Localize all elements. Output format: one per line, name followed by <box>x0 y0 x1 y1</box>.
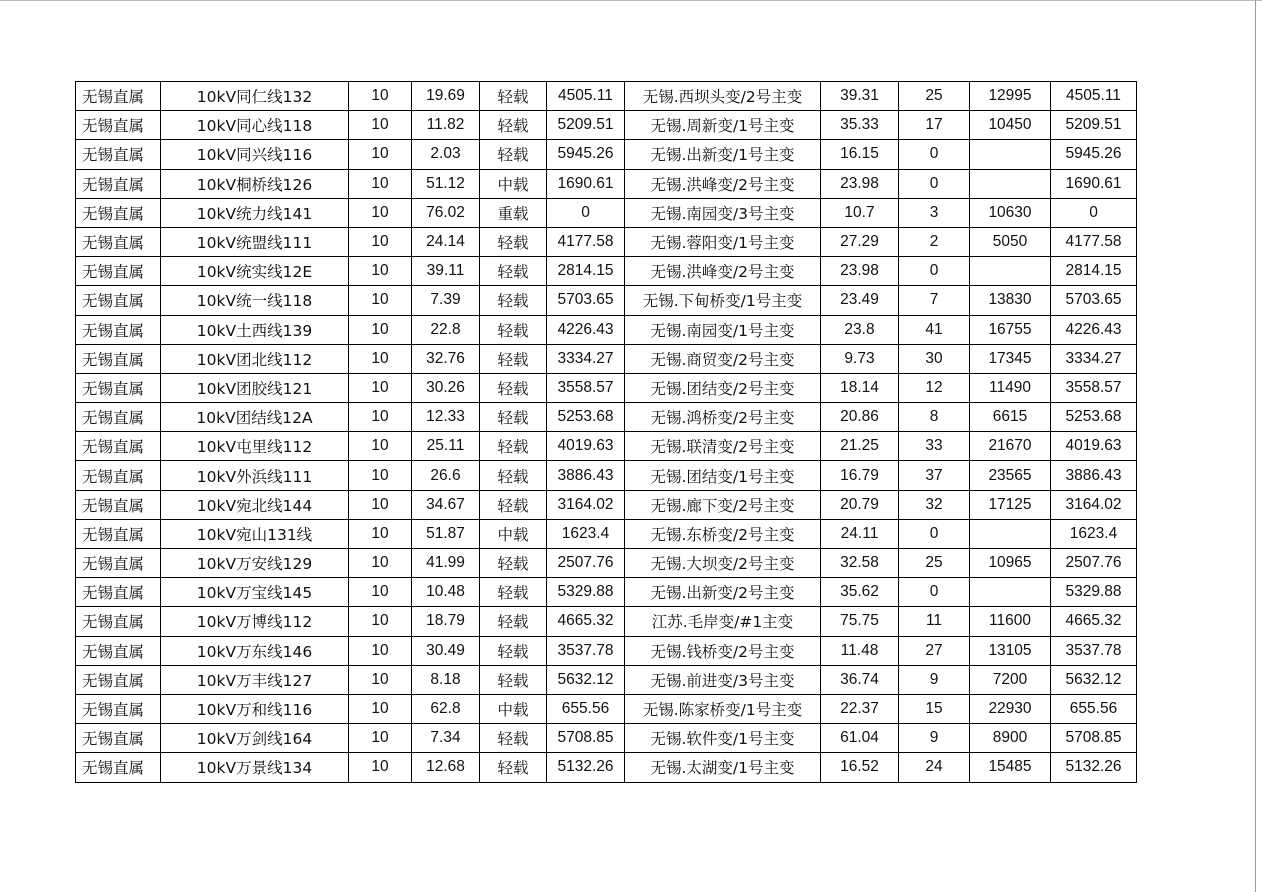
voltage-cell: 10 <box>349 549 412 578</box>
capacity-cell: 13105 <box>970 636 1051 665</box>
transformer-load-rate-cell: 18.14 <box>821 373 899 402</box>
company-cell: 无锡直属 <box>76 373 161 402</box>
spare-capacity-cell: 5329.88 <box>547 578 625 607</box>
capacity-cell <box>970 169 1051 198</box>
capacity-cell: 11600 <box>970 607 1051 636</box>
feeder-name-cell: 10kV土西线139 <box>161 315 349 344</box>
feeder-name-cell: 10kV万丰线127 <box>161 665 349 694</box>
spare-capacity-cell: 3334.27 <box>547 344 625 373</box>
transformer-load-rate-cell: 35.62 <box>821 578 899 607</box>
available-capacity-cell: 4226.43 <box>1051 315 1137 344</box>
count-cell: 9 <box>899 724 970 753</box>
company-cell: 无锡直属 <box>76 315 161 344</box>
transformer-cell: 无锡.南园变/3号主变 <box>625 198 821 227</box>
voltage-cell: 10 <box>349 403 412 432</box>
transformer-cell: 无锡.太湖变/1号主变 <box>625 753 821 782</box>
transformer-cell: 江苏.毛岸变/#1主变 <box>625 607 821 636</box>
transformer-cell: 无锡.联清变/2号主变 <box>625 432 821 461</box>
table-row <box>76 665 1137 694</box>
count-cell: 24 <box>899 753 970 782</box>
count-cell: 3 <box>899 198 970 227</box>
voltage-cell: 10 <box>349 694 412 723</box>
feeder-name-cell: 10kV统实线12E <box>161 257 349 286</box>
transformer-load-rate-cell: 16.52 <box>821 753 899 782</box>
capacity-cell: 5050 <box>970 227 1051 256</box>
available-capacity-cell: 655.56 <box>1051 694 1137 723</box>
load-rate-cell: 2.03 <box>412 140 480 169</box>
available-capacity-cell: 3334.27 <box>1051 344 1137 373</box>
load-rate-cell: 76.02 <box>412 198 480 227</box>
company-cell: 无锡直属 <box>76 519 161 548</box>
load-status-cell: 轻载 <box>480 257 547 286</box>
company-cell: 无锡直属 <box>76 636 161 665</box>
feeder-name-cell: 10kV桐桥线126 <box>161 169 349 198</box>
capacity-cell: 22930 <box>970 694 1051 723</box>
feeder-name-cell: 10kV同兴线116 <box>161 140 349 169</box>
table-row <box>76 636 1137 665</box>
feeder-name-cell: 10kV宛山131线 <box>161 519 349 548</box>
load-rate-cell: 7.39 <box>412 286 480 315</box>
count-cell: 32 <box>899 490 970 519</box>
spare-capacity-cell: 4019.63 <box>547 432 625 461</box>
voltage-cell: 10 <box>349 227 412 256</box>
capacity-cell: 23565 <box>970 461 1051 490</box>
company-cell: 无锡直属 <box>76 694 161 723</box>
spare-capacity-cell: 5945.26 <box>547 140 625 169</box>
table-row <box>76 257 1137 286</box>
count-cell: 25 <box>899 549 970 578</box>
spare-capacity-cell: 3886.43 <box>547 461 625 490</box>
table-row <box>76 227 1137 256</box>
load-status-cell: 轻载 <box>480 344 547 373</box>
load-rate-cell: 26.6 <box>412 461 480 490</box>
voltage-cell: 10 <box>349 636 412 665</box>
voltage-cell: 10 <box>349 257 412 286</box>
table-row <box>76 373 1137 402</box>
count-cell: 7 <box>899 286 970 315</box>
capacity-cell: 10965 <box>970 549 1051 578</box>
voltage-cell: 10 <box>349 665 412 694</box>
table-row <box>76 403 1137 432</box>
count-cell: 8 <box>899 403 970 432</box>
company-cell: 无锡直属 <box>76 82 161 111</box>
table-row <box>76 549 1137 578</box>
table-row <box>76 461 1137 490</box>
transformer-cell: 无锡.洪峰变/2号主变 <box>625 257 821 286</box>
load-status-cell: 轻载 <box>480 315 547 344</box>
feeder-name-cell: 10kV万安线129 <box>161 549 349 578</box>
company-cell: 无锡直属 <box>76 432 161 461</box>
table-row <box>76 140 1137 169</box>
count-cell: 0 <box>899 169 970 198</box>
voltage-cell: 10 <box>349 753 412 782</box>
available-capacity-cell: 2507.76 <box>1051 549 1137 578</box>
table-row <box>76 694 1137 723</box>
transformer-cell: 无锡.南园变/1号主变 <box>625 315 821 344</box>
load-status-cell: 轻载 <box>480 111 547 140</box>
capacity-cell: 17345 <box>970 344 1051 373</box>
transformer-load-rate-cell: 21.25 <box>821 432 899 461</box>
count-cell: 0 <box>899 140 970 169</box>
spare-capacity-cell: 2507.76 <box>547 549 625 578</box>
transformer-cell: 无锡.廊下变/2号主变 <box>625 490 821 519</box>
load-rate-cell: 10.48 <box>412 578 480 607</box>
available-capacity-cell: 5253.68 <box>1051 403 1137 432</box>
load-status-cell: 轻载 <box>480 724 547 753</box>
table-row <box>76 198 1137 227</box>
load-status-cell: 重载 <box>480 198 547 227</box>
table-row <box>76 578 1137 607</box>
capacity-cell <box>970 140 1051 169</box>
available-capacity-cell: 3164.02 <box>1051 490 1137 519</box>
voltage-cell: 10 <box>349 286 412 315</box>
load-status-cell: 轻载 <box>480 286 547 315</box>
table-row <box>76 82 1137 111</box>
spare-capacity-cell: 3537.78 <box>547 636 625 665</box>
transformer-load-rate-cell: 39.31 <box>821 82 899 111</box>
capacity-cell: 16755 <box>970 315 1051 344</box>
count-cell: 9 <box>899 665 970 694</box>
transformer-load-rate-cell: 32.58 <box>821 549 899 578</box>
capacity-cell: 17125 <box>970 490 1051 519</box>
spare-capacity-cell: 4505.11 <box>547 82 625 111</box>
transformer-load-rate-cell: 23.49 <box>821 286 899 315</box>
capacity-cell: 7200 <box>970 665 1051 694</box>
spare-capacity-cell: 3558.57 <box>547 373 625 402</box>
transformer-load-rate-cell: 10.7 <box>821 198 899 227</box>
transformer-cell: 无锡.出新变/2号主变 <box>625 578 821 607</box>
transformer-cell: 无锡.团结变/1号主变 <box>625 461 821 490</box>
load-rate-cell: 32.76 <box>412 344 480 373</box>
load-status-cell: 轻载 <box>480 578 547 607</box>
load-rate-cell: 7.34 <box>412 724 480 753</box>
available-capacity-cell: 1623.4 <box>1051 519 1137 548</box>
spare-capacity-cell: 4665.32 <box>547 607 625 636</box>
feeder-load-table <box>75 81 1137 783</box>
company-cell: 无锡直属 <box>76 607 161 636</box>
transformer-load-rate-cell: 24.11 <box>821 519 899 548</box>
load-status-cell: 中载 <box>480 169 547 198</box>
company-cell: 无锡直属 <box>76 257 161 286</box>
page-right-margin-line <box>1255 0 1256 892</box>
spare-capacity-cell: 1623.4 <box>547 519 625 548</box>
spare-capacity-cell: 655.56 <box>547 694 625 723</box>
voltage-cell: 10 <box>349 578 412 607</box>
table-row <box>76 344 1137 373</box>
load-rate-cell: 25.11 <box>412 432 480 461</box>
load-rate-cell: 24.14 <box>412 227 480 256</box>
load-rate-cell: 12.33 <box>412 403 480 432</box>
table-row <box>76 169 1137 198</box>
voltage-cell: 10 <box>349 140 412 169</box>
feeder-name-cell: 10kV屯里线112 <box>161 432 349 461</box>
load-status-cell: 中载 <box>480 519 547 548</box>
feeder-name-cell: 10kV万宝线145 <box>161 578 349 607</box>
transformer-cell: 无锡.洪峰变/2号主变 <box>625 169 821 198</box>
load-status-cell: 轻载 <box>480 490 547 519</box>
transformer-cell: 无锡.周新变/1号主变 <box>625 111 821 140</box>
transformer-cell: 无锡.蓉阳变/1号主变 <box>625 227 821 256</box>
table-row <box>76 286 1137 315</box>
spare-capacity-cell: 5209.51 <box>547 111 625 140</box>
table-body <box>76 82 1137 783</box>
voltage-cell: 10 <box>349 607 412 636</box>
spare-capacity-cell: 5632.12 <box>547 665 625 694</box>
feeder-name-cell: 10kV外浜线111 <box>161 461 349 490</box>
transformer-cell: 无锡.东桥变/2号主变 <box>625 519 821 548</box>
count-cell: 15 <box>899 694 970 723</box>
capacity-cell: 12995 <box>970 82 1051 111</box>
load-status-cell: 轻载 <box>480 461 547 490</box>
load-rate-cell: 30.49 <box>412 636 480 665</box>
spare-capacity-cell: 4177.58 <box>547 227 625 256</box>
count-cell: 37 <box>899 461 970 490</box>
count-cell: 12 <box>899 373 970 402</box>
transformer-load-rate-cell: 22.37 <box>821 694 899 723</box>
load-rate-cell: 12.68 <box>412 753 480 782</box>
voltage-cell: 10 <box>349 111 412 140</box>
count-cell: 0 <box>899 578 970 607</box>
transformer-load-rate-cell: 16.15 <box>821 140 899 169</box>
voltage-cell: 10 <box>349 519 412 548</box>
count-cell: 27 <box>899 636 970 665</box>
transformer-load-rate-cell: 20.79 <box>821 490 899 519</box>
available-capacity-cell: 3558.57 <box>1051 373 1137 402</box>
transformer-load-rate-cell: 9.73 <box>821 344 899 373</box>
table-row <box>76 490 1137 519</box>
load-status-cell: 轻载 <box>480 227 547 256</box>
load-rate-cell: 11.82 <box>412 111 480 140</box>
available-capacity-cell: 5945.26 <box>1051 140 1137 169</box>
feeder-name-cell: 10kV同心线118 <box>161 111 349 140</box>
capacity-cell <box>970 257 1051 286</box>
spare-capacity-cell: 4226.43 <box>547 315 625 344</box>
count-cell: 33 <box>899 432 970 461</box>
voltage-cell: 10 <box>349 490 412 519</box>
capacity-cell: 10630 <box>970 198 1051 227</box>
feeder-name-cell: 10kV万剑线164 <box>161 724 349 753</box>
available-capacity-cell: 4505.11 <box>1051 82 1137 111</box>
transformer-cell: 无锡.鸿桥变/2号主变 <box>625 403 821 432</box>
capacity-cell: 15485 <box>970 753 1051 782</box>
load-rate-cell: 34.67 <box>412 490 480 519</box>
voltage-cell: 10 <box>349 169 412 198</box>
page-top-edge <box>0 0 1262 1</box>
voltage-cell: 10 <box>349 82 412 111</box>
count-cell: 0 <box>899 257 970 286</box>
capacity-cell <box>970 578 1051 607</box>
available-capacity-cell: 3886.43 <box>1051 461 1137 490</box>
transformer-cell: 无锡.西坝头变/2号主变 <box>625 82 821 111</box>
transformer-cell: 无锡.陈家桥变/1号主变 <box>625 694 821 723</box>
transformer-cell: 无锡.前进变/3号主变 <box>625 665 821 694</box>
company-cell: 无锡直属 <box>76 111 161 140</box>
feeder-name-cell: 10kV万景线134 <box>161 753 349 782</box>
load-status-cell: 轻载 <box>480 373 547 402</box>
load-status-cell: 轻载 <box>480 403 547 432</box>
load-rate-cell: 41.99 <box>412 549 480 578</box>
company-cell: 无锡直属 <box>76 490 161 519</box>
spare-capacity-cell: 1690.61 <box>547 169 625 198</box>
load-rate-cell: 62.8 <box>412 694 480 723</box>
capacity-cell <box>970 519 1051 548</box>
transformer-cell: 无锡.下甸桥变/1号主变 <box>625 286 821 315</box>
load-rate-cell: 8.18 <box>412 665 480 694</box>
company-cell: 无锡直属 <box>76 403 161 432</box>
company-cell: 无锡直属 <box>76 549 161 578</box>
transformer-load-rate-cell: 23.8 <box>821 315 899 344</box>
load-status-cell: 轻载 <box>480 665 547 694</box>
load-status-cell: 轻载 <box>480 607 547 636</box>
load-status-cell: 轻载 <box>480 140 547 169</box>
count-cell: 11 <box>899 607 970 636</box>
load-rate-cell: 18.79 <box>412 607 480 636</box>
load-status-cell: 中载 <box>480 694 547 723</box>
spare-capacity-cell: 5132.26 <box>547 753 625 782</box>
spare-capacity-cell: 5253.68 <box>547 403 625 432</box>
spare-capacity-cell: 5703.65 <box>547 286 625 315</box>
spare-capacity-cell: 2814.15 <box>547 257 625 286</box>
available-capacity-cell: 2814.15 <box>1051 257 1137 286</box>
capacity-cell: 10450 <box>970 111 1051 140</box>
transformer-load-rate-cell: 36.74 <box>821 665 899 694</box>
transformer-load-rate-cell: 61.04 <box>821 724 899 753</box>
feeder-name-cell: 10kV宛北线144 <box>161 490 349 519</box>
available-capacity-cell: 0 <box>1051 198 1137 227</box>
count-cell: 0 <box>899 519 970 548</box>
feeder-name-cell: 10kV统一线118 <box>161 286 349 315</box>
table-row <box>76 724 1137 753</box>
count-cell: 30 <box>899 344 970 373</box>
load-rate-cell: 51.12 <box>412 169 480 198</box>
table-row <box>76 607 1137 636</box>
feeder-name-cell: 10kV团结线12A <box>161 403 349 432</box>
available-capacity-cell: 5329.88 <box>1051 578 1137 607</box>
feeder-name-cell: 10kV同仁线132 <box>161 82 349 111</box>
load-rate-cell: 19.69 <box>412 82 480 111</box>
transformer-cell: 无锡.钱桥变/2号主变 <box>625 636 821 665</box>
load-rate-cell: 22.8 <box>412 315 480 344</box>
company-cell: 无锡直属 <box>76 578 161 607</box>
transformer-cell: 无锡.团结变/2号主变 <box>625 373 821 402</box>
transformer-cell: 无锡.大坝变/2号主变 <box>625 549 821 578</box>
available-capacity-cell: 4019.63 <box>1051 432 1137 461</box>
transformer-cell: 无锡.商贸变/2号主变 <box>625 344 821 373</box>
available-capacity-cell: 5132.26 <box>1051 753 1137 782</box>
table-row <box>76 432 1137 461</box>
load-status-cell: 轻载 <box>480 636 547 665</box>
available-capacity-cell: 4665.32 <box>1051 607 1137 636</box>
voltage-cell: 10 <box>349 461 412 490</box>
available-capacity-cell: 1690.61 <box>1051 169 1137 198</box>
company-cell: 无锡直属 <box>76 198 161 227</box>
available-capacity-cell: 3537.78 <box>1051 636 1137 665</box>
feeder-name-cell: 10kV万博线112 <box>161 607 349 636</box>
voltage-cell: 10 <box>349 432 412 461</box>
transformer-load-rate-cell: 35.33 <box>821 111 899 140</box>
voltage-cell: 10 <box>349 344 412 373</box>
voltage-cell: 10 <box>349 373 412 402</box>
feeder-name-cell: 10kV团北线112 <box>161 344 349 373</box>
spare-capacity-cell: 5708.85 <box>547 724 625 753</box>
transformer-cell: 无锡.出新变/1号主变 <box>625 140 821 169</box>
available-capacity-cell: 4177.58 <box>1051 227 1137 256</box>
feeder-name-cell: 10kV万东线146 <box>161 636 349 665</box>
feeder-name-cell: 10kV万和线116 <box>161 694 349 723</box>
company-cell: 无锡直属 <box>76 724 161 753</box>
company-cell: 无锡直属 <box>76 753 161 782</box>
table-row <box>76 111 1137 140</box>
feeder-name-cell: 10kV统盟线111 <box>161 227 349 256</box>
capacity-cell: 21670 <box>970 432 1051 461</box>
spare-capacity-cell: 3164.02 <box>547 490 625 519</box>
feeder-name-cell: 10kV团胶线121 <box>161 373 349 402</box>
table-row <box>76 315 1137 344</box>
available-capacity-cell: 5632.12 <box>1051 665 1137 694</box>
load-status-cell: 轻载 <box>480 432 547 461</box>
count-cell: 17 <box>899 111 970 140</box>
company-cell: 无锡直属 <box>76 665 161 694</box>
transformer-cell: 无锡.软件变/1号主变 <box>625 724 821 753</box>
spare-capacity-cell: 0 <box>547 198 625 227</box>
capacity-cell: 6615 <box>970 403 1051 432</box>
count-cell: 2 <box>899 227 970 256</box>
transformer-load-rate-cell: 11.48 <box>821 636 899 665</box>
capacity-cell: 11490 <box>970 373 1051 402</box>
transformer-load-rate-cell: 23.98 <box>821 169 899 198</box>
load-status-cell: 轻载 <box>480 82 547 111</box>
available-capacity-cell: 5209.51 <box>1051 111 1137 140</box>
load-status-cell: 轻载 <box>480 753 547 782</box>
table-row <box>76 753 1137 782</box>
load-rate-cell: 51.87 <box>412 519 480 548</box>
transformer-load-rate-cell: 16.79 <box>821 461 899 490</box>
load-status-cell: 轻载 <box>480 549 547 578</box>
table-row <box>76 519 1137 548</box>
transformer-load-rate-cell: 27.29 <box>821 227 899 256</box>
capacity-cell: 8900 <box>970 724 1051 753</box>
transformer-load-rate-cell: 75.75 <box>821 607 899 636</box>
transformer-load-rate-cell: 20.86 <box>821 403 899 432</box>
voltage-cell: 10 <box>349 198 412 227</box>
company-cell: 无锡直属 <box>76 286 161 315</box>
available-capacity-cell: 5708.85 <box>1051 724 1137 753</box>
load-rate-cell: 39.11 <box>412 257 480 286</box>
feeder-name-cell: 10kV统力线141 <box>161 198 349 227</box>
transformer-load-rate-cell: 23.98 <box>821 257 899 286</box>
count-cell: 41 <box>899 315 970 344</box>
voltage-cell: 10 <box>349 315 412 344</box>
count-cell: 25 <box>899 82 970 111</box>
capacity-cell: 13830 <box>970 286 1051 315</box>
available-capacity-cell: 5703.65 <box>1051 286 1137 315</box>
company-cell: 无锡直属 <box>76 169 161 198</box>
company-cell: 无锡直属 <box>76 227 161 256</box>
company-cell: 无锡直属 <box>76 140 161 169</box>
company-cell: 无锡直属 <box>76 461 161 490</box>
voltage-cell: 10 <box>349 724 412 753</box>
load-rate-cell: 30.26 <box>412 373 480 402</box>
company-cell: 无锡直属 <box>76 344 161 373</box>
